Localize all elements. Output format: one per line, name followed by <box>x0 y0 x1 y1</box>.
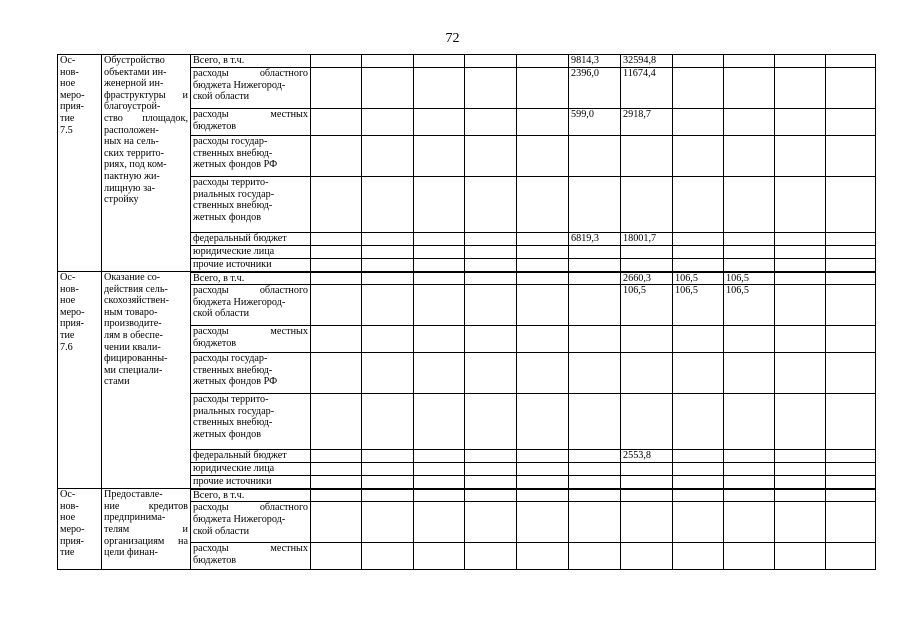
value-cell <box>517 233 569 246</box>
value-cell <box>465 489 517 502</box>
value-cell <box>621 326 673 353</box>
value-cell <box>673 109 724 136</box>
value-cell <box>673 246 724 259</box>
value-cell <box>311 463 362 476</box>
funding-source: расходы государ- ственных внебюд- жетных фондов РФ <box>191 136 311 177</box>
value-cell <box>311 285 362 326</box>
value-cell: 32594,8 <box>621 55 673 68</box>
value-cell <box>569 246 621 259</box>
value-cell <box>311 326 362 353</box>
value-cell <box>775 285 826 326</box>
value-cell <box>362 489 414 502</box>
value-cell <box>724 450 775 463</box>
value-cell <box>826 55 876 68</box>
value-cell <box>311 246 362 259</box>
funding-source: расходы государ- ственных внебюд- жетных фондов РФ <box>191 353 311 394</box>
funding-source: расходы областного бюджета Нижегород- ской области <box>191 68 311 109</box>
value-cell <box>673 68 724 109</box>
value-cell <box>724 136 775 177</box>
value-cell <box>311 177 362 233</box>
funding-source: расходы областного бюджета Нижегород- ской области <box>191 502 311 543</box>
measure-name: Предоставле- ние кредитов предпринима- телям и организациям на цели финан- <box>102 489 191 570</box>
value-cell <box>362 502 414 543</box>
value-cell <box>517 502 569 543</box>
value-cell <box>724 489 775 502</box>
table-row <box>58 272 876 285</box>
value-cell <box>517 246 569 259</box>
value-cell <box>414 177 465 233</box>
value-cell <box>414 259 465 272</box>
value-cell <box>724 476 775 489</box>
value-cell <box>311 109 362 136</box>
value-cell <box>414 353 465 394</box>
value-cell <box>362 326 414 353</box>
value-cell <box>569 259 621 272</box>
value-cell <box>362 476 414 489</box>
value-cell <box>826 68 876 109</box>
value-cell <box>775 136 826 177</box>
value-cell <box>465 476 517 489</box>
value-cell <box>414 55 465 68</box>
value-cell <box>517 272 569 285</box>
value-cell <box>517 326 569 353</box>
value-cell <box>826 285 876 326</box>
value-cell <box>569 136 621 177</box>
value-cell <box>517 285 569 326</box>
value-cell <box>775 109 826 136</box>
value-cell <box>517 68 569 109</box>
value-cell <box>517 353 569 394</box>
value-cell <box>569 489 621 502</box>
value-cell <box>775 68 826 109</box>
value-cell: 11674,4 <box>621 68 673 109</box>
value-cell <box>673 463 724 476</box>
value-cell <box>414 285 465 326</box>
value-cell <box>569 353 621 394</box>
funding-source: федеральный бюджет <box>191 233 311 246</box>
value-cell <box>362 177 414 233</box>
value-cell <box>414 450 465 463</box>
value-cell <box>311 55 362 68</box>
value-cell <box>775 55 826 68</box>
funding-source: расходы местных бюджетов <box>191 326 311 353</box>
value-cell <box>465 109 517 136</box>
value-cell <box>724 502 775 543</box>
value-cell: 2553,8 <box>621 450 673 463</box>
funding-source: Всего, в т.ч. <box>191 489 311 502</box>
value-cell: 106,5 <box>673 285 724 326</box>
value-cell <box>775 476 826 489</box>
value-cell <box>517 259 569 272</box>
value-cell <box>826 272 876 285</box>
value-cell <box>826 136 876 177</box>
value-cell <box>517 543 569 570</box>
value-cell <box>517 177 569 233</box>
value-cell <box>673 177 724 233</box>
value-cell <box>673 450 724 463</box>
value-cell <box>362 246 414 259</box>
value-cell <box>621 543 673 570</box>
value-cell <box>517 476 569 489</box>
value-cell <box>465 353 517 394</box>
measure-name: Обустройство объектами ин- женерной ин- фраструктуры и благоустрой- ство площадок, расположен- ных на сель- ских террито- риях, под ком- пактную жи- лищную за- стройку <box>102 55 191 272</box>
value-cell <box>724 463 775 476</box>
value-cell <box>569 543 621 570</box>
value-cell <box>465 285 517 326</box>
value-cell <box>311 394 362 450</box>
value-cell <box>673 353 724 394</box>
value-cell <box>362 285 414 326</box>
value-cell <box>311 272 362 285</box>
value-cell: 106,5 <box>724 272 775 285</box>
measure-name: Оказание со- действия сель- скохозяйствен- ным товаро- производите- лям в обеспе- чении квали- фицированны- ми специали- стами <box>102 272 191 489</box>
value-cell <box>621 177 673 233</box>
value-cell <box>621 502 673 543</box>
value-cell: 106,5 <box>724 285 775 326</box>
funding-source: расходы местных бюджетов <box>191 543 311 570</box>
value-cell <box>311 543 362 570</box>
funding-source: юридические лица <box>191 246 311 259</box>
value-cell <box>775 394 826 450</box>
value-cell <box>414 68 465 109</box>
value-cell <box>517 463 569 476</box>
value-cell <box>673 136 724 177</box>
value-cell <box>311 489 362 502</box>
value-cell <box>517 489 569 502</box>
value-cell <box>362 543 414 570</box>
value-cell <box>673 394 724 450</box>
value-cell <box>311 233 362 246</box>
value-cell <box>569 177 621 233</box>
value-cell <box>775 502 826 543</box>
value-cell <box>826 450 876 463</box>
value-cell <box>826 489 876 502</box>
value-cell <box>724 55 775 68</box>
value-cell <box>673 502 724 543</box>
value-cell <box>724 233 775 246</box>
value-cell <box>414 394 465 450</box>
value-cell <box>414 272 465 285</box>
value-cell <box>826 502 876 543</box>
value-cell <box>465 177 517 233</box>
value-cell <box>621 394 673 450</box>
value-cell <box>775 326 826 353</box>
measure-number: Ос- нов- ное меро- прия- тие 7.5 <box>58 55 102 272</box>
value-cell <box>465 272 517 285</box>
value-cell <box>621 463 673 476</box>
value-cell <box>414 543 465 570</box>
value-cell <box>311 450 362 463</box>
value-cell <box>724 353 775 394</box>
funding-source: Всего, в т.ч. <box>191 272 311 285</box>
value-cell <box>775 353 826 394</box>
value-cell <box>826 109 876 136</box>
value-cell: 9814,3 <box>569 55 621 68</box>
value-cell <box>414 502 465 543</box>
value-cell: 106,5 <box>621 285 673 326</box>
value-cell <box>465 233 517 246</box>
value-cell: 599,0 <box>569 109 621 136</box>
value-cell <box>569 476 621 489</box>
value-cell <box>826 463 876 476</box>
value-cell <box>517 109 569 136</box>
value-cell <box>311 476 362 489</box>
value-cell <box>414 233 465 246</box>
value-cell <box>724 177 775 233</box>
value-cell <box>362 68 414 109</box>
value-cell <box>569 272 621 285</box>
value-cell <box>673 233 724 246</box>
value-cell <box>775 543 826 570</box>
value-cell <box>465 246 517 259</box>
value-cell <box>311 68 362 109</box>
value-cell <box>311 259 362 272</box>
funding-source: прочие источники <box>191 259 311 272</box>
value-cell <box>673 489 724 502</box>
funding-source: прочие источники <box>191 476 311 489</box>
value-cell <box>724 68 775 109</box>
value-cell <box>362 450 414 463</box>
value-cell <box>826 543 876 570</box>
value-cell: 2396,0 <box>569 68 621 109</box>
value-cell <box>826 353 876 394</box>
value-cell <box>569 394 621 450</box>
value-cell <box>826 476 876 489</box>
value-cell <box>517 136 569 177</box>
value-cell <box>362 55 414 68</box>
value-cell <box>517 394 569 450</box>
value-cell <box>673 543 724 570</box>
value-cell <box>517 55 569 68</box>
value-cell <box>362 463 414 476</box>
value-cell <box>621 259 673 272</box>
value-cell <box>414 489 465 502</box>
value-cell <box>362 136 414 177</box>
value-cell <box>775 463 826 476</box>
funding-source: расходы местных бюджетов <box>191 109 311 136</box>
value-cell <box>775 259 826 272</box>
table-row <box>58 55 876 68</box>
value-cell <box>826 394 876 450</box>
value-cell: 18001,7 <box>621 233 673 246</box>
value-cell: 106,5 <box>673 272 724 285</box>
value-cell <box>465 543 517 570</box>
value-cell <box>621 136 673 177</box>
value-cell <box>311 136 362 177</box>
value-cell <box>465 326 517 353</box>
measure-number: Ос- нов- ное меро- прия- тие <box>58 489 102 570</box>
value-cell <box>724 246 775 259</box>
value-cell <box>724 394 775 450</box>
value-cell: 2660,3 <box>621 272 673 285</box>
value-cell <box>673 326 724 353</box>
value-cell <box>362 272 414 285</box>
value-cell <box>465 55 517 68</box>
value-cell <box>724 543 775 570</box>
value-cell <box>414 246 465 259</box>
value-cell <box>569 450 621 463</box>
measure-number: Ос- нов- ное меро- прия- тие 7.6 <box>58 272 102 489</box>
value-cell <box>362 109 414 136</box>
value-cell <box>569 463 621 476</box>
value-cell <box>673 476 724 489</box>
value-cell <box>465 450 517 463</box>
table-row <box>58 489 876 502</box>
value-cell: 2918,7 <box>621 109 673 136</box>
value-cell <box>775 177 826 233</box>
value-cell <box>569 502 621 543</box>
funding-source: расходы террито- риальных государ- ственных внебюд- жетных фондов <box>191 177 311 233</box>
value-cell <box>775 489 826 502</box>
value-cell <box>775 246 826 259</box>
value-cell <box>826 233 876 246</box>
value-cell <box>673 55 724 68</box>
value-cell <box>362 233 414 246</box>
value-cell <box>621 353 673 394</box>
value-cell <box>465 259 517 272</box>
value-cell <box>465 394 517 450</box>
value-cell <box>673 259 724 272</box>
value-cell <box>517 450 569 463</box>
funding-source: расходы террито- риальных государ- ственных внебюд- жетных фондов <box>191 394 311 450</box>
value-cell <box>724 326 775 353</box>
value-cell <box>621 476 673 489</box>
funding-source: юридические лица <box>191 463 311 476</box>
value-cell <box>775 233 826 246</box>
value-cell <box>465 136 517 177</box>
value-cell <box>826 177 876 233</box>
value-cell: 6819,3 <box>569 233 621 246</box>
value-cell <box>414 326 465 353</box>
value-cell <box>826 259 876 272</box>
value-cell <box>414 463 465 476</box>
page-number: 72 <box>445 31 460 46</box>
value-cell <box>362 259 414 272</box>
value-cell <box>465 502 517 543</box>
funding-source: Всего, в т.ч. <box>191 55 311 68</box>
value-cell <box>465 463 517 476</box>
value-cell <box>465 68 517 109</box>
value-cell <box>414 109 465 136</box>
value-cell <box>311 353 362 394</box>
value-cell <box>724 259 775 272</box>
value-cell <box>775 272 826 285</box>
value-cell <box>569 285 621 326</box>
value-cell <box>569 326 621 353</box>
value-cell <box>826 246 876 259</box>
value-cell <box>414 136 465 177</box>
value-cell <box>621 489 673 502</box>
funding-source: расходы областного бюджета Нижегород- ской области <box>191 285 311 326</box>
budget-table <box>57 54 876 570</box>
value-cell <box>724 109 775 136</box>
value-cell <box>775 450 826 463</box>
value-cell <box>414 476 465 489</box>
value-cell <box>362 394 414 450</box>
value-cell <box>621 246 673 259</box>
value-cell <box>311 502 362 543</box>
value-cell <box>362 353 414 394</box>
funding-source: федеральный бюджет <box>191 450 311 463</box>
value-cell <box>826 326 876 353</box>
